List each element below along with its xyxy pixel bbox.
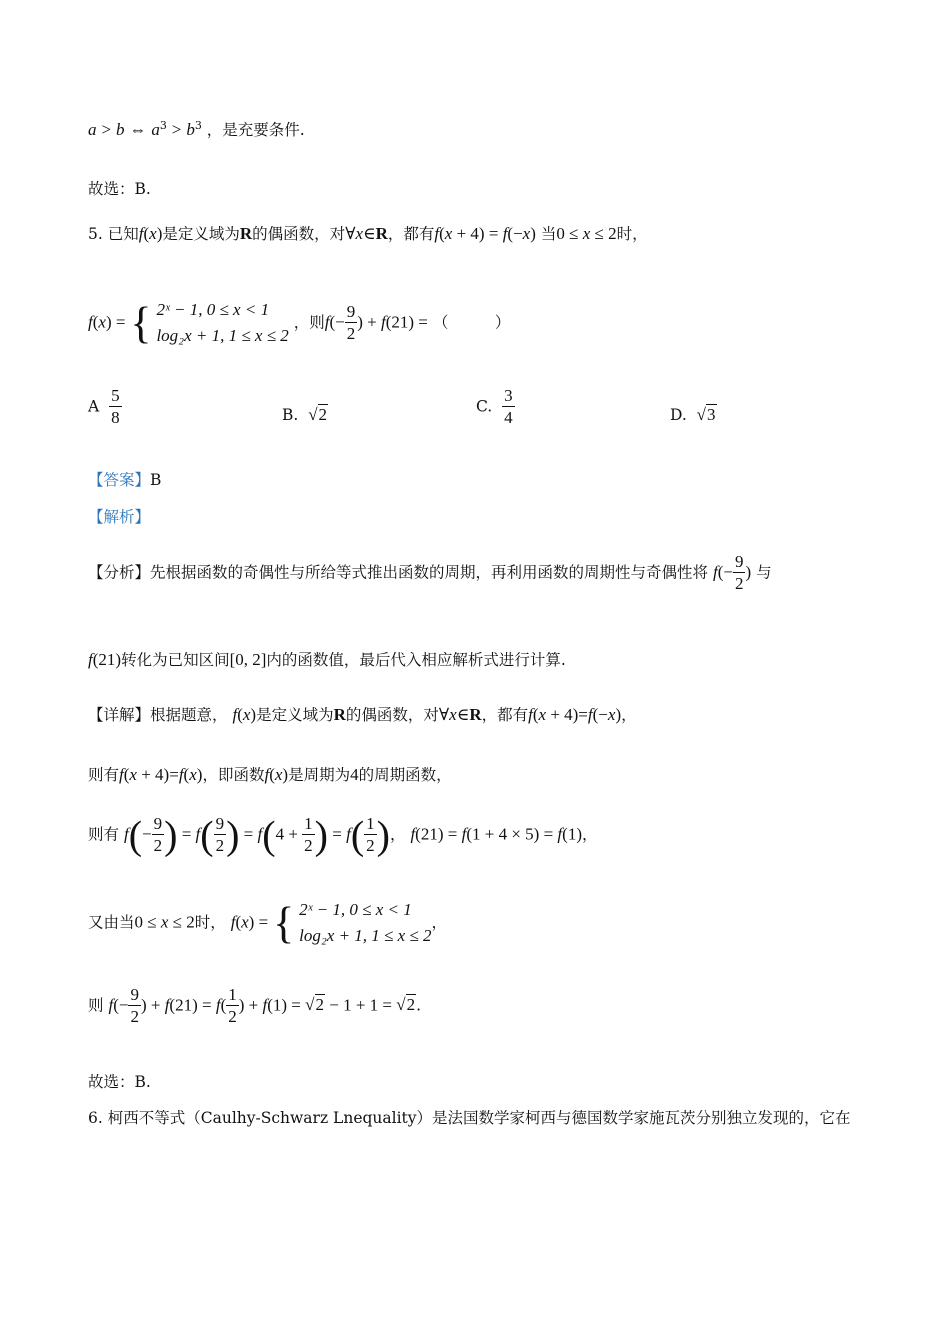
prev-choose: 故选：B. [88, 180, 151, 198]
q6-number: 6. [88, 1109, 103, 1127]
detail-line5: 则 f(− $\frac{9}{2}$ ) + f(21) = f( $\frac{1}{2}$ ) + f(1) = √2 − 1 + 1 = √2. [88, 985, 422, 1027]
q5-option-c[interactable]: C. $\frac{3}{4}$ [476, 386, 513, 428]
prev-equivalence-line: a > b ⇔ $a^3 > b^3$ ，是充要条件. [88, 118, 305, 139]
q5-stem-line1: 5. 已知f(x)是定义域为R的偶函数，对∀x∈R，都有f(x + 4) = f(−x) 当0 ≤ x ≤ 2时， [88, 224, 648, 243]
detail-line1: 【详解】根据题意， f(x)是定义域为R的偶函数，对∀x∈R，都有f(x + 4)=f(−x)， [88, 705, 637, 724]
q5-option-b[interactable]: B. √2 [282, 405, 328, 424]
q5-piecewise-cases: 2ˣ − 1, 0 ≤ x < 1 log₂x + 1, 1 ≤ x ≤ 2 [156, 300, 289, 346]
q6-stem: 6. 柯西不等式（Caulhy-Schwarz Lnequality）是法国数学家柯西与德国数学家施瓦茨分别独立发现的，它在 [88, 1109, 851, 1127]
analysis-line1: 【分析】先根据函数的奇偶性与所给等式推出函数的周期，再利用函数的周期性与奇偶性将 f(− $\frac{9}{2}$ ) 与 [88, 552, 772, 594]
detail-line3: 则有 f(− $\frac{9}{2}$ ) = f( $\frac{9}{2}$ ) = f(4 + $\frac{1}{2}$ ) = f( $\frac{1}{2}$ )， f(21) = f(1 + 4 × 5) = f(1)， [88, 812, 598, 858]
q5-option-a[interactable]: A $\frac{5}{8}$ [88, 386, 120, 428]
detail-piecewise-cases: 2ˣ − 1, 0 ≤ x < 1 log₂x + 1, 1 ≤ x ≤ 2 [299, 900, 432, 946]
q5-number: 5. [88, 225, 103, 243]
detail-line2: 则有f(x + 4)=f(x)，即函数f(x)是周期为4的周期函数， [88, 765, 452, 784]
analysis-line2: f(21)转化为已知区间[0, 2]内的函数值，最后代入相应解析式进行计算. [88, 650, 566, 669]
q5-piecewise-line: f(x) = { 2ˣ − 1, 0 ≤ x < 1 log₂x + 1, 1 ≤ x ≤ 2 ，则f(− $\frac{9}{2}$ ) + f(21) = （ ） [88, 297, 510, 350]
answer-line: 【答案】B [88, 471, 162, 489]
detail-choose: 故选：B. [88, 1073, 151, 1091]
jiexi-line: 【解析】 [88, 508, 151, 526]
detail-line4: 又由当0 ≤ x ≤ 2时， f(x) = { 2ˣ − 1, 0 ≤ x < 1 log₂x + 1, 1 ≤ x ≤ 2 ， [88, 897, 447, 950]
q5-option-d[interactable]: D. √3 [670, 405, 716, 424]
